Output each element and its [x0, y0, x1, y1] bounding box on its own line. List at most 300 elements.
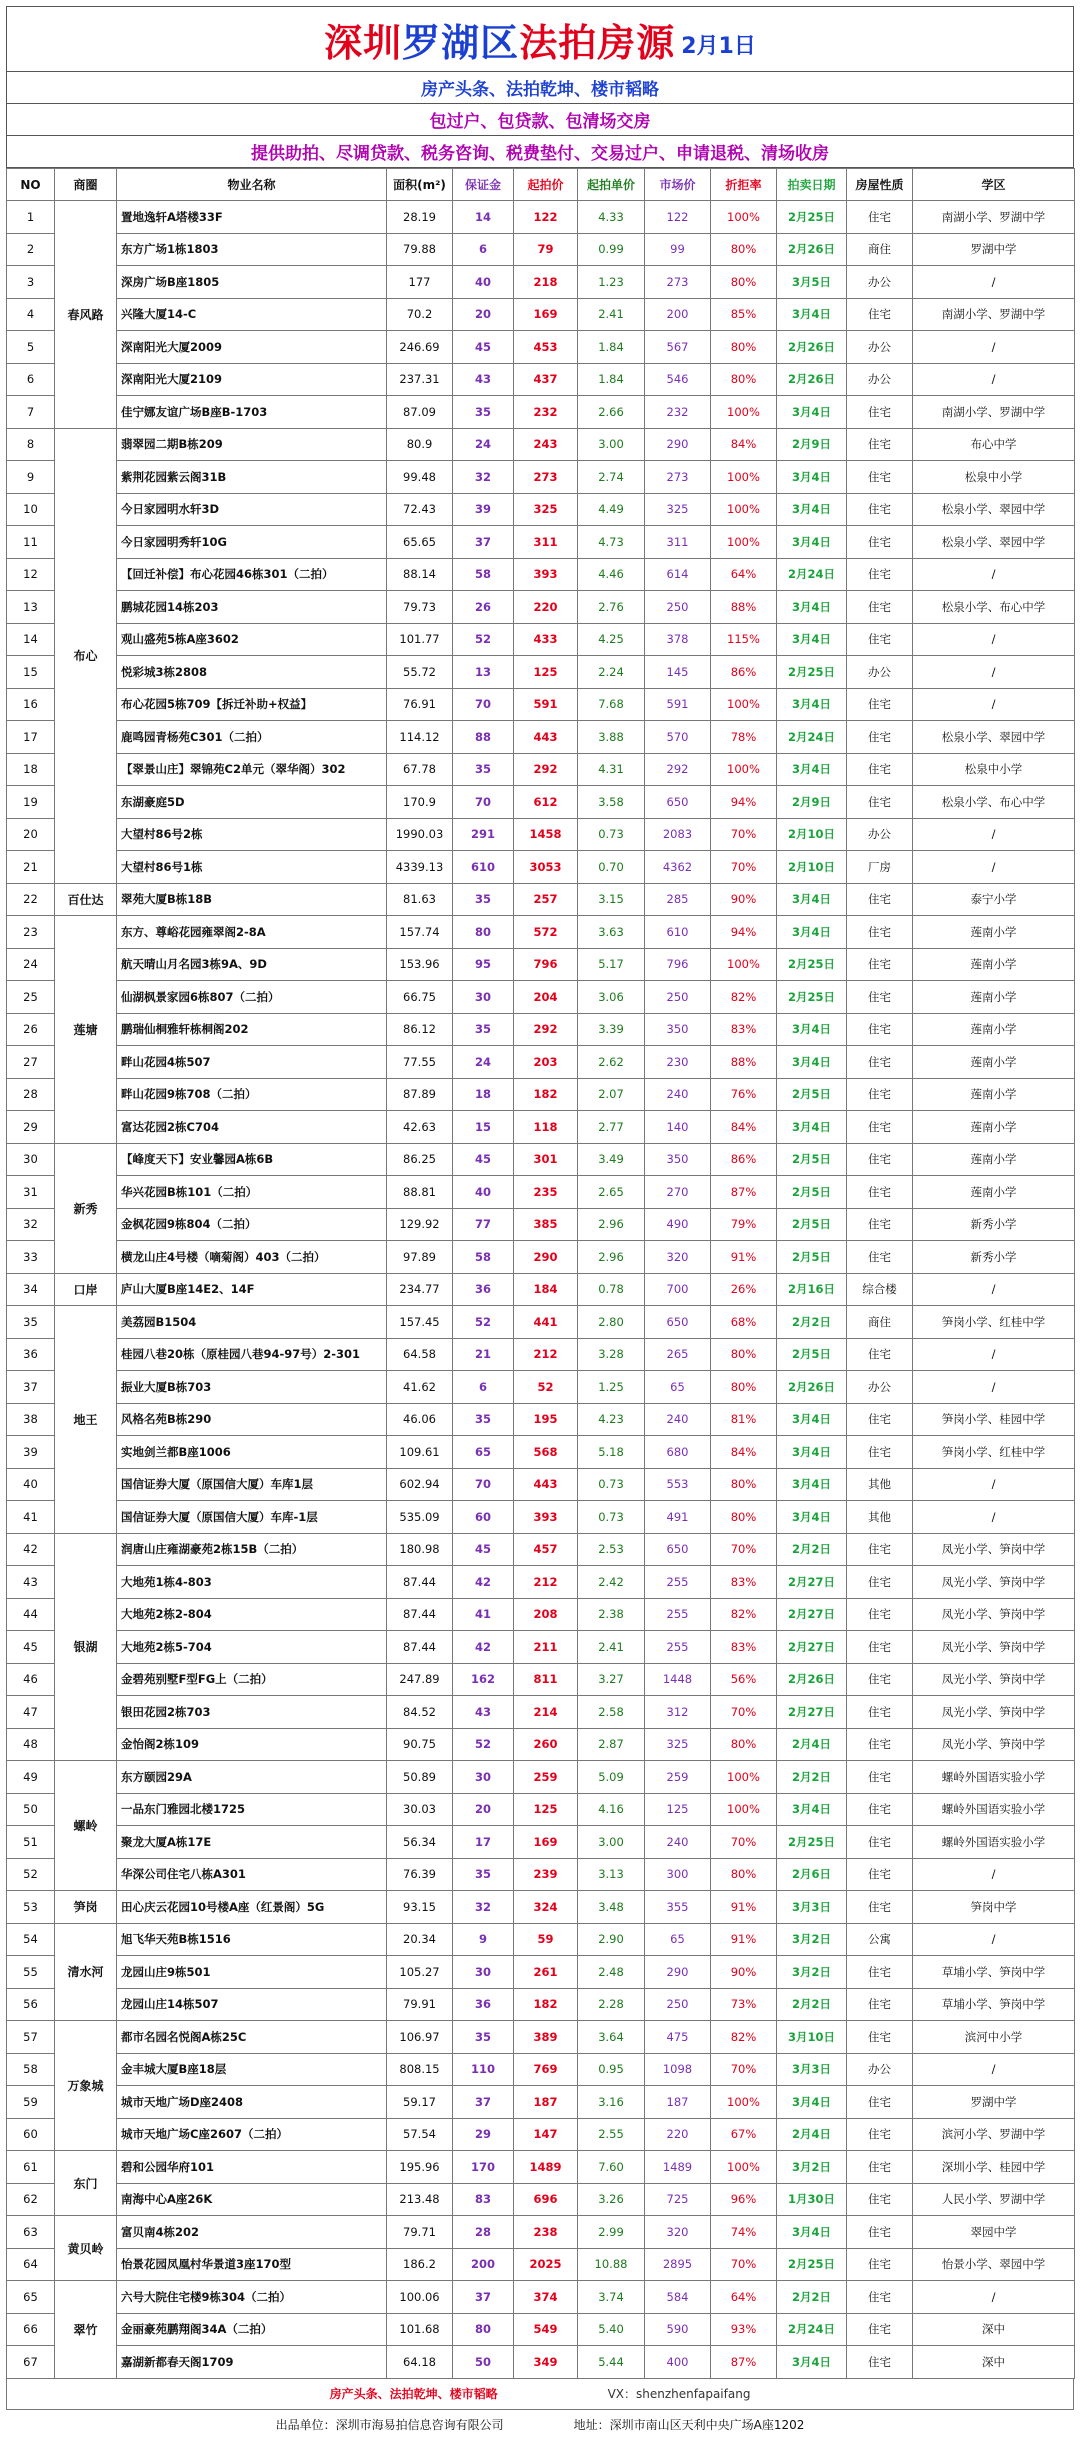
school-district: 松泉小学、布心中学: [913, 591, 1075, 624]
area: 76.39: [387, 1858, 453, 1891]
discount-rate: 70%: [711, 2248, 777, 2281]
table-row: [7, 1793, 1075, 1826]
market-price: 273: [645, 266, 711, 299]
market-price: 590: [645, 2313, 711, 2346]
property-type: 住宅: [847, 1793, 913, 1826]
row-number: 60: [7, 2118, 55, 2151]
start-price: 324: [514, 1891, 578, 1924]
table-row: [7, 1403, 1075, 1436]
property-type: 住宅: [847, 2248, 913, 2281]
discount-rate: 91%: [711, 1923, 777, 1956]
table-row: [7, 1501, 1075, 1534]
table-row: [7, 1273, 1075, 1306]
area: 57.54: [387, 2118, 453, 2151]
auction-date: 2月9日: [777, 428, 847, 461]
property-type: 住宅: [847, 948, 913, 981]
district-cell: 春风路: [55, 201, 117, 429]
school-district: 莲南小学: [913, 1143, 1075, 1176]
school-district: 新秀小学: [913, 1208, 1075, 1241]
market-price: 255: [645, 1566, 711, 1599]
deposit: 35: [453, 1858, 514, 1891]
area: 87.44: [387, 1631, 453, 1664]
property-name: 南海中心A座26K: [117, 2183, 387, 2216]
table-row: [7, 1371, 1075, 1404]
property-type: 住宅: [847, 883, 913, 916]
unit-price: 2.42: [578, 1566, 645, 1599]
table-row: [7, 851, 1075, 884]
property-name: 布心花园5栋709【拆迁补助+权益】: [117, 688, 387, 721]
property-type: 住宅: [847, 916, 913, 949]
unit-price: 4.25: [578, 623, 645, 656]
property-type: 公寓: [847, 1923, 913, 1956]
deposit: 52: [453, 623, 514, 656]
unit-price: 2.65: [578, 1176, 645, 1209]
school-district: 莲南小学: [913, 1046, 1075, 1079]
market-price: 230: [645, 1046, 711, 1079]
table-row: [7, 623, 1075, 656]
auction-date: 2月2日: [777, 1533, 847, 1566]
property-type: 住宅: [847, 1598, 913, 1631]
start-price: 433: [514, 623, 578, 656]
table-row: [7, 1306, 1075, 1339]
property-type: 住宅: [847, 2281, 913, 2314]
district-cell: 口岸: [55, 1273, 117, 1306]
unit-price: 3.00: [578, 1826, 645, 1859]
deposit: 45: [453, 1533, 514, 1566]
start-price: 125: [514, 656, 578, 689]
row-number: 14: [7, 623, 55, 656]
row-number: 4: [7, 298, 55, 331]
discount-rate: 80%: [711, 1371, 777, 1404]
auction-sheet: [6, 6, 1074, 2440]
property-name: 鹏城花园14栋203: [117, 591, 387, 624]
market-price: 1448: [645, 1663, 711, 1696]
table-row: [7, 948, 1075, 981]
header-area: 面积(m²): [387, 169, 453, 201]
row-number: 57: [7, 2021, 55, 2054]
deposit: 32: [453, 461, 514, 494]
row-number: 9: [7, 461, 55, 494]
market-price: 350: [645, 1143, 711, 1176]
table-row: [7, 1078, 1075, 1111]
discount-rate: 76%: [711, 1078, 777, 1111]
discount-rate: 78%: [711, 721, 777, 754]
auction-date: 2月26日: [777, 1371, 847, 1404]
market-price: 325: [645, 1728, 711, 1761]
unit-price: 3.15: [578, 883, 645, 916]
start-price: 393: [514, 558, 578, 591]
property-name: 佳宁娜友谊广场B座B-1703: [117, 396, 387, 429]
row-number: 5: [7, 331, 55, 364]
property-type: 住宅: [847, 1858, 913, 1891]
deposit: 70: [453, 1468, 514, 1501]
table-row: [7, 2118, 1075, 2151]
school-district: 滨河小学、罗湖中学: [913, 2118, 1075, 2151]
auction-date: 2月24日: [777, 721, 847, 754]
school-district: 罗湖中学: [913, 2086, 1075, 2119]
table-row: [7, 981, 1075, 1014]
market-price: 200: [645, 298, 711, 331]
row-number: 45: [7, 1631, 55, 1664]
table-row: [7, 688, 1075, 721]
start-price: 208: [514, 1598, 578, 1631]
row-number: 1: [7, 201, 55, 234]
table-row: [7, 1468, 1075, 1501]
school-district: /: [913, 1338, 1075, 1371]
property-type: 住宅: [847, 558, 913, 591]
unit-price: 3.06: [578, 981, 645, 1014]
school-district: /: [913, 851, 1075, 884]
unit-price: 2.28: [578, 1988, 645, 2021]
area: 41.62: [387, 1371, 453, 1404]
deposit: 35: [453, 1403, 514, 1436]
row-number: 36: [7, 1338, 55, 1371]
market-price: 187: [645, 2086, 711, 2119]
area: 170.9: [387, 786, 453, 819]
table-row: [7, 1728, 1075, 1761]
area: 56.34: [387, 1826, 453, 1859]
school-district: 松泉中小学: [913, 753, 1075, 786]
start-price: 169: [514, 1826, 578, 1859]
property-name: 聚龙大厦A栋17E: [117, 1826, 387, 1859]
unit-price: 2.58: [578, 1696, 645, 1729]
auction-date: 3月4日: [777, 2346, 847, 2379]
unit-price: 2.38: [578, 1598, 645, 1631]
page-title: [324, 12, 675, 67]
property-type: 住宅: [847, 461, 913, 494]
school-district: /: [913, 1501, 1075, 1534]
row-number: 67: [7, 2346, 55, 2379]
school-district: 草埔小学、笋岗中学: [913, 1988, 1075, 2021]
area: 76.91: [387, 688, 453, 721]
unit-price: 10.88: [578, 2248, 645, 2281]
start-price: 568: [514, 1436, 578, 1469]
deposit: 45: [453, 1143, 514, 1176]
deposit: 39: [453, 493, 514, 526]
title-district: 罗湖区: [402, 20, 520, 65]
market-price: 220: [645, 2118, 711, 2151]
deposit: 40: [453, 1176, 514, 1209]
auction-date: 2月2日: [777, 2281, 847, 2314]
area: 46.06: [387, 1403, 453, 1436]
table-row: [7, 2216, 1075, 2249]
area: 129.92: [387, 1208, 453, 1241]
property-name: 畔山花园9栋708（二拍）: [117, 1078, 387, 1111]
property-name: 田心庆云花园10号楼A座（红景阁）5G: [117, 1891, 387, 1924]
deposit: 83: [453, 2183, 514, 2216]
unit-price: 2.99: [578, 2216, 645, 2249]
start-price: 696: [514, 2183, 578, 2216]
discount-rate: 26%: [711, 1273, 777, 1306]
school-district: 南湖小学、罗湖中学: [913, 396, 1075, 429]
start-price: 147: [514, 2118, 578, 2151]
discount-rate: 100%: [711, 1793, 777, 1826]
title-city: 深圳: [324, 20, 403, 65]
market-price: 325: [645, 493, 711, 526]
deposit: 37: [453, 2086, 514, 2119]
unit-price: 3.26: [578, 2183, 645, 2216]
area: 30.03: [387, 1793, 453, 1826]
property-name: 城市天地广场C座2607（二拍）: [117, 2118, 387, 2151]
deposit: 15: [453, 1111, 514, 1144]
property-type: 住宅: [847, 688, 913, 721]
property-type: 住宅: [847, 1988, 913, 2021]
auction-date: 3月4日: [777, 1013, 847, 1046]
market-price: 725: [645, 2183, 711, 2216]
school-district: 莲南小学: [913, 916, 1075, 949]
row-number: 32: [7, 1208, 55, 1241]
discount-rate: 70%: [711, 2053, 777, 2086]
table-row: [7, 2021, 1075, 2054]
school-district: 莲南小学: [913, 1176, 1075, 1209]
property-name: 大地苑2栋2-804: [117, 1598, 387, 1631]
auction-date: 2月27日: [777, 1631, 847, 1664]
table-row: [7, 1858, 1075, 1891]
row-number: 51: [7, 1826, 55, 1859]
discount-rate: 64%: [711, 558, 777, 591]
area: 180.98: [387, 1533, 453, 1566]
school-district: 笋岗小学、红桂中学: [913, 1306, 1075, 1339]
auction-date: 2月5日: [777, 1241, 847, 1274]
property-name: 金碧苑别墅F型FG上（二拍）: [117, 1663, 387, 1696]
market-price: 680: [645, 1436, 711, 1469]
market-price: 355: [645, 1891, 711, 1924]
school-district: /: [913, 1273, 1075, 1306]
row-number: 39: [7, 1436, 55, 1469]
property-name: 大望村86号1栋: [117, 851, 387, 884]
auction-date: 3月4日: [777, 2086, 847, 2119]
property-type: 住宅: [847, 201, 913, 234]
table-row: [7, 2248, 1075, 2281]
discount-rate: 91%: [711, 1891, 777, 1924]
discount-rate: 100%: [711, 461, 777, 494]
discount-rate: 80%: [711, 1728, 777, 1761]
market-price: 570: [645, 721, 711, 754]
discount-rate: 82%: [711, 1598, 777, 1631]
auction-date: 2月24日: [777, 2313, 847, 2346]
auction-date: 3月3日: [777, 1891, 847, 1924]
property-name: 润唐山庄雍湖豪苑2栋15B（二拍）: [117, 1533, 387, 1566]
deposit: 58: [453, 1241, 514, 1274]
property-name: 金丰城大厦B座18层: [117, 2053, 387, 2086]
start-price: 301: [514, 1143, 578, 1176]
unit-price: 4.16: [578, 1793, 645, 1826]
unit-price: 2.96: [578, 1241, 645, 1274]
market-price: 290: [645, 428, 711, 461]
school-district: 深中: [913, 2313, 1075, 2346]
market-price: 312: [645, 1696, 711, 1729]
deposit: 42: [453, 1566, 514, 1599]
market-price: 320: [645, 1241, 711, 1274]
unit-price: 2.90: [578, 1923, 645, 1956]
property-type: 住宅: [847, 1826, 913, 1859]
property-type: 其他: [847, 1468, 913, 1501]
discount-rate: 82%: [711, 981, 777, 1014]
property-name: 鹿鸣园青杨苑C301（二拍）: [117, 721, 387, 754]
property-type: 住宅: [847, 2313, 913, 2346]
property-type: 办公: [847, 266, 913, 299]
discount-rate: 82%: [711, 2021, 777, 2054]
area: 4339.13: [387, 851, 453, 884]
market-price: 311: [645, 526, 711, 559]
row-number: 35: [7, 1306, 55, 1339]
market-price: 546: [645, 363, 711, 396]
property-name: 东方广场1栋1803: [117, 233, 387, 266]
row-number: 63: [7, 2216, 55, 2249]
unit-price: 3.58: [578, 786, 645, 819]
property-name: 金丽豪苑鹏翔阁34A（二拍）: [117, 2313, 387, 2346]
start-price: 169: [514, 298, 578, 331]
table-header-row: [7, 169, 1075, 201]
row-number: 30: [7, 1143, 55, 1176]
start-price: 325: [514, 493, 578, 526]
start-price: 211: [514, 1631, 578, 1664]
start-price: 769: [514, 2053, 578, 2086]
discount-rate: 96%: [711, 2183, 777, 2216]
deposit: 26: [453, 591, 514, 624]
area: 186.2: [387, 2248, 453, 2281]
start-price: 796: [514, 948, 578, 981]
property-type: 住宅: [847, 396, 913, 429]
market-price: 250: [645, 981, 711, 1014]
row-number: 52: [7, 1858, 55, 1891]
property-name: 【翠景山庄】翠锦苑C2单元（翠华阁）302: [117, 753, 387, 786]
auction-date: 3月4日: [777, 1111, 847, 1144]
area: 64.58: [387, 1338, 453, 1371]
row-number: 29: [7, 1111, 55, 1144]
footer-publisher: 出品单位：深圳市海易拍信息咨询有限公司: [275, 2418, 504, 2432]
property-type: 住宅: [847, 1338, 913, 1371]
start-price: 443: [514, 1468, 578, 1501]
area: 87.44: [387, 1566, 453, 1599]
unit-price: 1.23: [578, 266, 645, 299]
property-type: 住宅: [847, 428, 913, 461]
auction-date: 3月4日: [777, 526, 847, 559]
header-start-price: 起拍价: [514, 169, 578, 201]
market-price: 2895: [645, 2248, 711, 2281]
school-district: 滨河中小学: [913, 2021, 1075, 2054]
property-name: 富达花园2栋C704: [117, 1111, 387, 1144]
market-price: 400: [645, 2346, 711, 2379]
discount-rate: 100%: [711, 948, 777, 981]
school-district: 笋岗中学: [913, 1891, 1075, 1924]
district-cell: 新秀: [55, 1143, 117, 1273]
unit-price: 4.73: [578, 526, 645, 559]
unit-price: 3.13: [578, 1858, 645, 1891]
property-name: 旭飞华天苑B栋1516: [117, 1923, 387, 1956]
school-district: 笋岗小学、红桂中学: [913, 1436, 1075, 1469]
deposit: 17: [453, 1826, 514, 1859]
unit-price: 2.80: [578, 1306, 645, 1339]
discount-rate: 67%: [711, 2118, 777, 2151]
table-row: [7, 1663, 1075, 1696]
district-cell: 清水河: [55, 1923, 117, 2021]
start-price: 591: [514, 688, 578, 721]
table-row: [7, 1566, 1075, 1599]
start-price: 612: [514, 786, 578, 819]
area: 101.77: [387, 623, 453, 656]
school-district: /: [913, 331, 1075, 364]
school-district: /: [913, 2281, 1075, 2314]
table-row: [7, 1533, 1075, 1566]
market-price: 140: [645, 1111, 711, 1144]
row-number: 48: [7, 1728, 55, 1761]
deposit: 13: [453, 656, 514, 689]
property-name: 银田花园2栋703: [117, 1696, 387, 1729]
area: 87.09: [387, 396, 453, 429]
start-price: 214: [514, 1696, 578, 1729]
deposit: 37: [453, 526, 514, 559]
unit-price: 1.84: [578, 331, 645, 364]
area: 105.27: [387, 1956, 453, 1989]
header-school: 学区: [913, 169, 1075, 201]
table-row: [7, 461, 1075, 494]
market-price: 475: [645, 2021, 711, 2054]
table-row: [7, 558, 1075, 591]
market-price: 700: [645, 1273, 711, 1306]
area: 79.73: [387, 591, 453, 624]
deposit: 18: [453, 1078, 514, 1111]
discount-rate: 80%: [711, 331, 777, 364]
start-price: 212: [514, 1338, 578, 1371]
property-type: 住宅: [847, 1696, 913, 1729]
market-price: 491: [645, 1501, 711, 1534]
school-district: 凤光小学、笋岗中学: [913, 1631, 1075, 1664]
table-row: [7, 2086, 1075, 2119]
discount-rate: 80%: [711, 1468, 777, 1501]
table-row: [7, 1761, 1075, 1794]
start-price: 311: [514, 526, 578, 559]
deposit: 610: [453, 851, 514, 884]
unit-price: 3.74: [578, 2281, 645, 2314]
unit-price: 4.33: [578, 201, 645, 234]
header-unit-price: 起拍单价: [578, 169, 645, 201]
row-number: 19: [7, 786, 55, 819]
unit-price: 2.96: [578, 1208, 645, 1241]
area: 28.19: [387, 201, 453, 234]
row-number: 42: [7, 1533, 55, 1566]
discount-rate: 73%: [711, 1988, 777, 2021]
property-name: 深南阳光大厦2109: [117, 363, 387, 396]
area: 114.12: [387, 721, 453, 754]
auction-date: 2月5日: [777, 1078, 847, 1111]
district-cell: 银湖: [55, 1533, 117, 1761]
property-name: 大地苑2栋5-704: [117, 1631, 387, 1664]
unit-price: 2.62: [578, 1046, 645, 1079]
auction-date: 2月5日: [777, 1143, 847, 1176]
auction-date: 2月10日: [777, 818, 847, 851]
auction-date: 3月4日: [777, 1468, 847, 1501]
discount-rate: 115%: [711, 623, 777, 656]
table-row: [7, 721, 1075, 754]
auction-date: 3月2日: [777, 2151, 847, 2184]
property-name: 置地逸轩A塔楼33F: [117, 201, 387, 234]
area: 237.31: [387, 363, 453, 396]
row-number: 64: [7, 2248, 55, 2281]
footer-info-row: [6, 2410, 1074, 2440]
auction-date: 3月4日: [777, 591, 847, 624]
table-row: [7, 201, 1075, 234]
district-cell: 黄贝岭: [55, 2216, 117, 2281]
district-cell: 万象城: [55, 2021, 117, 2151]
start-price: 389: [514, 2021, 578, 2054]
property-name: 国信证券大厦（原国信大厦）车库1层: [117, 1468, 387, 1501]
auction-date: 2月25日: [777, 656, 847, 689]
table-row: [7, 1013, 1075, 1046]
property-name: 国信证券大厦（原国信大厦）车库-1层: [117, 1501, 387, 1534]
discount-rate: 94%: [711, 786, 777, 819]
school-district: 凤光小学、笋岗中学: [913, 1598, 1075, 1631]
